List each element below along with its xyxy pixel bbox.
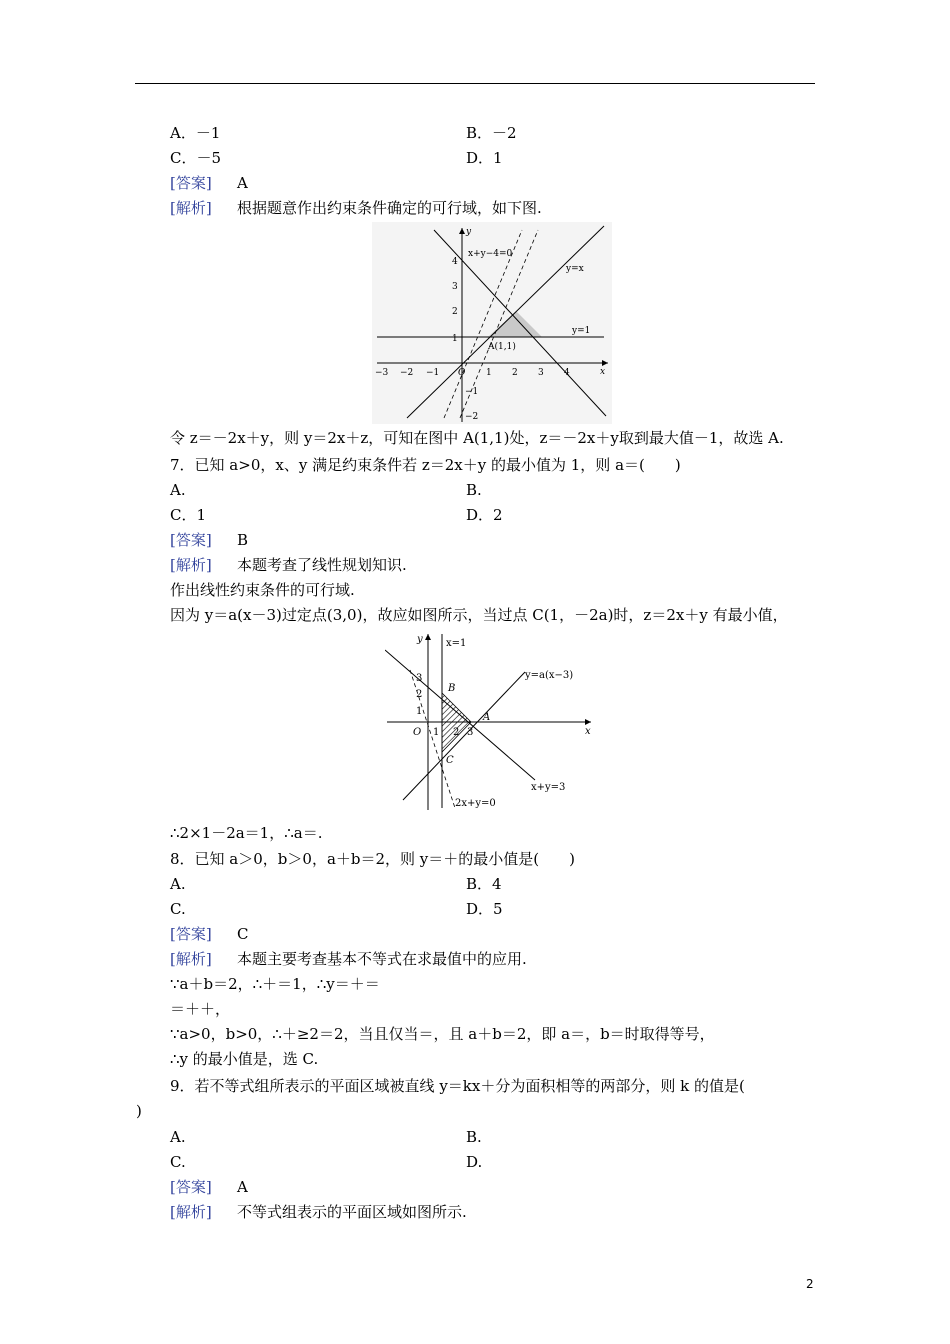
q8-line-4: ∴y 的最小值是，选 C. bbox=[170, 1050, 319, 1068]
x-tick: −2 bbox=[400, 368, 414, 378]
q9-answer: A bbox=[237, 1178, 248, 1196]
q8-line-2: ＝＋＋， bbox=[170, 1000, 231, 1018]
q9-option-b: B. bbox=[466, 1128, 482, 1146]
q7-option-c: C．1 bbox=[170, 506, 207, 524]
q8-answer: C bbox=[237, 925, 249, 943]
q8-option-a: A. bbox=[170, 875, 186, 893]
x-tick: 3 bbox=[538, 368, 544, 378]
y-tick: 2 bbox=[452, 307, 458, 317]
header-rule bbox=[135, 83, 815, 84]
y-axis-label: y bbox=[417, 634, 423, 645]
q7-line-1: 作出线性约束条件的可行域. bbox=[170, 581, 355, 599]
line-label: y=x bbox=[566, 264, 584, 274]
q8-option-c: C. bbox=[170, 900, 186, 918]
point-label: C bbox=[446, 755, 454, 766]
q9-answer-tag: [答案] bbox=[170, 1178, 212, 1196]
q6-analysis-tag: [解析] bbox=[170, 199, 212, 217]
line-label: x=1 bbox=[446, 638, 467, 649]
origin-label: O bbox=[413, 727, 422, 738]
y-tick: 1 bbox=[416, 706, 423, 717]
origin-label: O bbox=[458, 368, 466, 378]
point-label: A bbox=[483, 712, 491, 723]
y-axis-label: y bbox=[466, 227, 472, 237]
q8-analysis: 本题主要考查基本不等式在求最值中的应用. bbox=[237, 950, 527, 968]
q9-option-c: C. bbox=[170, 1153, 186, 1171]
q6-option-b: B．－2 bbox=[466, 124, 517, 142]
line-label: y=1 bbox=[572, 326, 591, 336]
q9-analysis-tag: [解析] bbox=[170, 1203, 212, 1221]
line-x-plus-y-3 bbox=[385, 650, 535, 780]
line-label: x+y−4=0 bbox=[468, 249, 513, 259]
x-tick: 4 bbox=[564, 368, 570, 378]
feasible-region-figure-2 bbox=[385, 630, 597, 812]
q9-option-a: A. bbox=[170, 1128, 186, 1146]
q8-analysis-tag: [解析] bbox=[170, 950, 212, 968]
x-tick: 2 bbox=[512, 368, 518, 378]
q8-option-d: D．5 bbox=[466, 900, 503, 918]
x-tick: 1 bbox=[433, 727, 440, 738]
q7-option-a: A. bbox=[170, 481, 186, 499]
y-tick: 1 bbox=[452, 334, 458, 344]
y-tick: 3 bbox=[416, 673, 423, 684]
q7-analysis: 本题考查了线性规划知识. bbox=[237, 556, 407, 574]
q7-answer: B bbox=[237, 531, 249, 549]
q6-option-a: A．－1 bbox=[170, 124, 221, 142]
page-number: 2 bbox=[806, 1277, 814, 1291]
q9-stem-end: ) bbox=[136, 1102, 142, 1120]
q7-stem: 7．已知 a>0，x、y 满足约束条件若 z＝2x＋y 的最小值为 1，则 a＝( ) bbox=[170, 456, 681, 474]
q7-conclusion: ∴2×1－2a＝1，∴a＝. bbox=[170, 824, 323, 842]
y-tick: 2 bbox=[416, 689, 423, 700]
feasible-region-figure-1 bbox=[372, 222, 612, 424]
q7-answer-tag: [答案] bbox=[170, 531, 212, 549]
x-tick: 2 bbox=[453, 727, 460, 738]
q6-conclusion: 令 z＝－2x＋y，则 y＝2x＋z，可知在图中 A(1,1)处，z＝－2x＋y取到最大值－1，故选 A. bbox=[170, 429, 784, 447]
q8-line-3: ∵a>0，b>0，∴＋≥2＝2，当且仅当＝，且 a＋b＝2，即 a＝，b＝时取得等号， bbox=[170, 1025, 715, 1043]
q8-stem: 8．已知 a＞0，b＞0，a＋b＝2，则 y＝＋的最小值是( ) bbox=[170, 850, 575, 868]
q6-answer: A bbox=[237, 174, 248, 192]
x-axis-label: x bbox=[585, 726, 591, 737]
line-label: x+y=3 bbox=[531, 782, 566, 793]
point-label: B bbox=[448, 683, 456, 694]
q8-option-b: B．4 bbox=[466, 875, 502, 893]
q9-option-d: D. bbox=[466, 1153, 483, 1171]
line-label: 2x+y=0 bbox=[455, 798, 496, 809]
q7-option-d: D．2 bbox=[466, 506, 503, 524]
x-axis-label: x bbox=[600, 367, 606, 377]
q7-line-2: 因为 y＝a(x－3)过定点(3,0)，故应如图所示，当过点 C(1，－2a)时，z＝2x＋y 有最小值， bbox=[170, 606, 788, 624]
q6-analysis: 根据题意作出约束条件确定的可行域，如下图. bbox=[237, 199, 542, 217]
q6-answer-tag: [答案] bbox=[170, 174, 212, 192]
line-label: y=a(x−3) bbox=[525, 670, 574, 681]
y-tick: −2 bbox=[465, 412, 479, 422]
q6-option-d: D．1 bbox=[466, 149, 503, 167]
y-tick: 4 bbox=[452, 257, 458, 267]
x-tick: 1 bbox=[486, 368, 492, 378]
q8-line-1: ∵a＋b＝2，∴＋＝1，∴y＝＋＝ bbox=[170, 975, 380, 993]
x-tick: −1 bbox=[426, 368, 440, 378]
q7-option-b: B. bbox=[466, 481, 482, 499]
x-tick: 3 bbox=[467, 727, 474, 738]
y-tick: 3 bbox=[452, 282, 458, 292]
q9-analysis: 不等式组表示的平面区域如图所示. bbox=[237, 1203, 467, 1221]
point-label: A(1,1) bbox=[488, 342, 516, 352]
q6-option-c: C．－5 bbox=[170, 149, 222, 167]
y-tick: −1 bbox=[465, 387, 479, 397]
x-tick: −3 bbox=[375, 368, 389, 378]
q7-analysis-tag: [解析] bbox=[170, 556, 212, 574]
q8-answer-tag: [答案] bbox=[170, 925, 212, 943]
q9-stem: 9．若不等式组所表示的平面区域被直线 y＝kx＋分为面积相等的两部分，则 k 的值是( bbox=[170, 1077, 745, 1095]
